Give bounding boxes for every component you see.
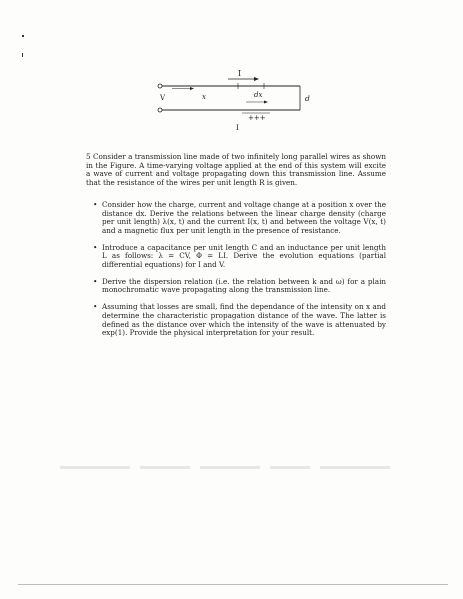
question-item: • Assuming that losses are small, find the dependance of the intensity on x and determine the characteristic propagation distance of the wave. The latter is defined as the distance over which the intensity of the wave is attenuated by exp(1). Provide the physical interpretation for your result. (102, 303, 386, 338)
label-separation: d (305, 94, 310, 103)
question-list (86, 201, 386, 338)
bleed-through-text (60, 462, 420, 474)
label-voltage: V (160, 94, 166, 102)
margin-mark (22, 53, 23, 57)
label-charge: +++ (248, 114, 266, 122)
margin-mark (22, 35, 24, 37)
top-terminal (158, 84, 162, 88)
label-dx: dx (254, 91, 263, 99)
question-item: • Introduce a capacitance per unit length C and an inductance per unit length L as follows: λ = CV, Φ = LI. Derive the evolution equations (partial differential equations) for I and V. (102, 244, 386, 270)
bottom-terminal (158, 108, 162, 112)
problem-statement: 5 Consider a transmission line made of two infinitely long parallel wires as shown in the Figure. A time-varying voltage applied at the end of this system will excite a wave of current and voltage propagating down this transmission line. Assume that the resistance of the wires per unit length R is given. (86, 152, 386, 188)
label-position: x (202, 93, 206, 101)
question-item: • Consider how the charge, current and voltage change at a position x over the distance dx. Derive the relations between the linear charge density (charge per unit length) λ(x, t) and the current I(x, t) and between the voltage V(x, t) and a magnetic flux per unit length in the presence of resistance. (102, 201, 386, 236)
label-current-bottom: I (236, 123, 239, 132)
question-item: • Derive the dispersion relation (i.e. the relation between k and ω) for a plain monochromatic wave propagating along the transmission line. (102, 278, 386, 295)
label-current-top: I (238, 69, 242, 78)
problem-5 (86, 153, 386, 346)
bottom-scan-edge (18, 584, 448, 585)
transmission-line-figure (150, 66, 330, 136)
